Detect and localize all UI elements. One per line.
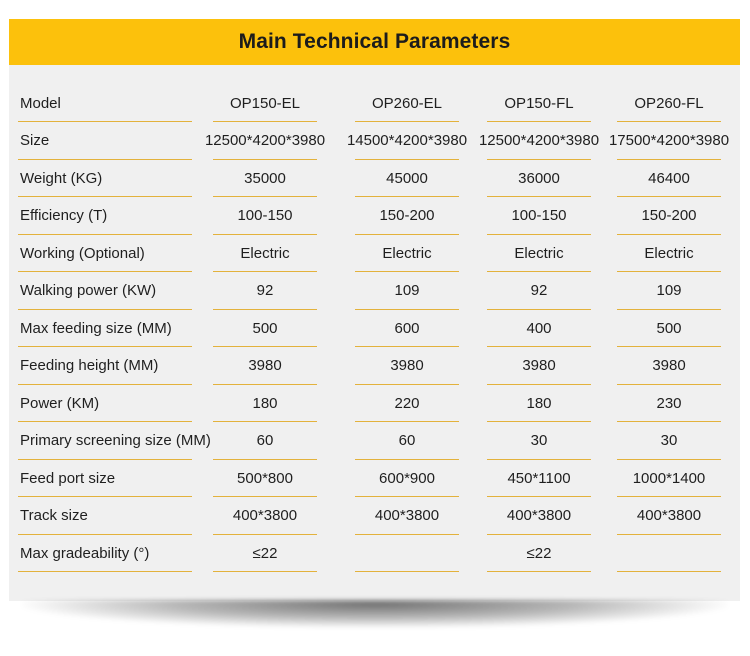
row-label: Efficiency (T) — [18, 201, 192, 231]
row-value: 180 — [213, 388, 317, 418]
row-value: 450*1100 — [487, 463, 591, 493]
table-row — [0, 201, 750, 239]
table-row — [0, 388, 750, 426]
table-row — [0, 276, 750, 314]
row-value: 220 — [355, 388, 459, 418]
row-value: OP150-EL — [213, 88, 317, 118]
row-value: 30 — [617, 426, 721, 456]
row-value: 17500*4200*3980 — [617, 126, 721, 156]
row-value: Electric — [487, 238, 591, 268]
row-value: 100-150 — [487, 201, 591, 231]
row-value: 3980 — [487, 351, 591, 381]
table-row — [0, 313, 750, 351]
row-value — [355, 538, 459, 568]
row-label: Walking power (KW) — [18, 276, 192, 306]
row-label: Weight (KG) — [18, 163, 192, 193]
row-value: 45000 — [355, 163, 459, 193]
row-label: Max gradeability (°) — [18, 538, 192, 568]
row-value: 36000 — [487, 163, 591, 193]
row-value: Electric — [213, 238, 317, 268]
row-value: 46400 — [617, 163, 721, 193]
row-value: 35000 — [213, 163, 317, 193]
row-label: Primary screening size (MM) — [18, 426, 192, 456]
row-value: 60 — [355, 426, 459, 456]
row-value: 500*800 — [213, 463, 317, 493]
row-value: 12500*4200*3980 — [213, 126, 317, 156]
row-value: 100-150 — [213, 201, 317, 231]
row-value: 600*900 — [355, 463, 459, 493]
row-value: 400*3800 — [487, 501, 591, 531]
row-value: 92 — [487, 276, 591, 306]
row-value: Electric — [617, 238, 721, 268]
row-value: 150-200 — [617, 201, 721, 231]
row-label: Size — [18, 126, 192, 156]
row-label: Feed port size — [18, 463, 192, 493]
row-value: 180 — [487, 388, 591, 418]
row-label: Max feeding size (MM) — [18, 313, 192, 343]
row-value: 3980 — [213, 351, 317, 381]
row-value: 400 — [487, 313, 591, 343]
row-value: 400*3800 — [617, 501, 721, 531]
table-row — [0, 501, 750, 539]
row-value: 12500*4200*3980 — [487, 126, 591, 156]
table-row — [0, 126, 750, 164]
table-row — [0, 238, 750, 276]
row-value: ≤22 — [487, 538, 591, 568]
row-value: 3980 — [355, 351, 459, 381]
table-row — [0, 463, 750, 501]
row-value: 109 — [617, 276, 721, 306]
row-label: Working (Optional) — [18, 238, 192, 268]
row-value: 109 — [355, 276, 459, 306]
row-value: 60 — [213, 426, 317, 456]
row-value: Electric — [355, 238, 459, 268]
row-value: OP260-EL — [355, 88, 459, 118]
row-value: 500 — [213, 313, 317, 343]
row-value: 600 — [355, 313, 459, 343]
row-value: 1000*1400 — [617, 463, 721, 493]
row-label: Track size — [18, 501, 192, 531]
row-value: 230 — [617, 388, 721, 418]
table-row — [0, 163, 750, 201]
table-row — [0, 426, 750, 464]
row-label: Power (KM) — [18, 388, 192, 418]
row-value: OP150-FL — [487, 88, 591, 118]
row-label: Model — [18, 88, 192, 118]
row-value: 14500*4200*3980 — [355, 126, 459, 156]
row-value: 92 — [213, 276, 317, 306]
row-label: Feeding height (MM) — [18, 351, 192, 381]
title-bar — [9, 19, 740, 65]
row-value: 400*3800 — [355, 501, 459, 531]
row-value: 3980 — [617, 351, 721, 381]
table-row — [0, 88, 750, 126]
row-value: OP260-FL — [617, 88, 721, 118]
table-row — [0, 351, 750, 389]
row-value: 400*3800 — [213, 501, 317, 531]
panel-shadow — [22, 600, 728, 628]
page-title: Main Technical Parameters — [238, 30, 511, 53]
row-value: 30 — [487, 426, 591, 456]
row-value: 500 — [617, 313, 721, 343]
row-value: 150-200 — [355, 201, 459, 231]
table-row — [0, 538, 750, 576]
row-value — [617, 538, 721, 568]
row-value: ≤22 — [213, 538, 317, 568]
